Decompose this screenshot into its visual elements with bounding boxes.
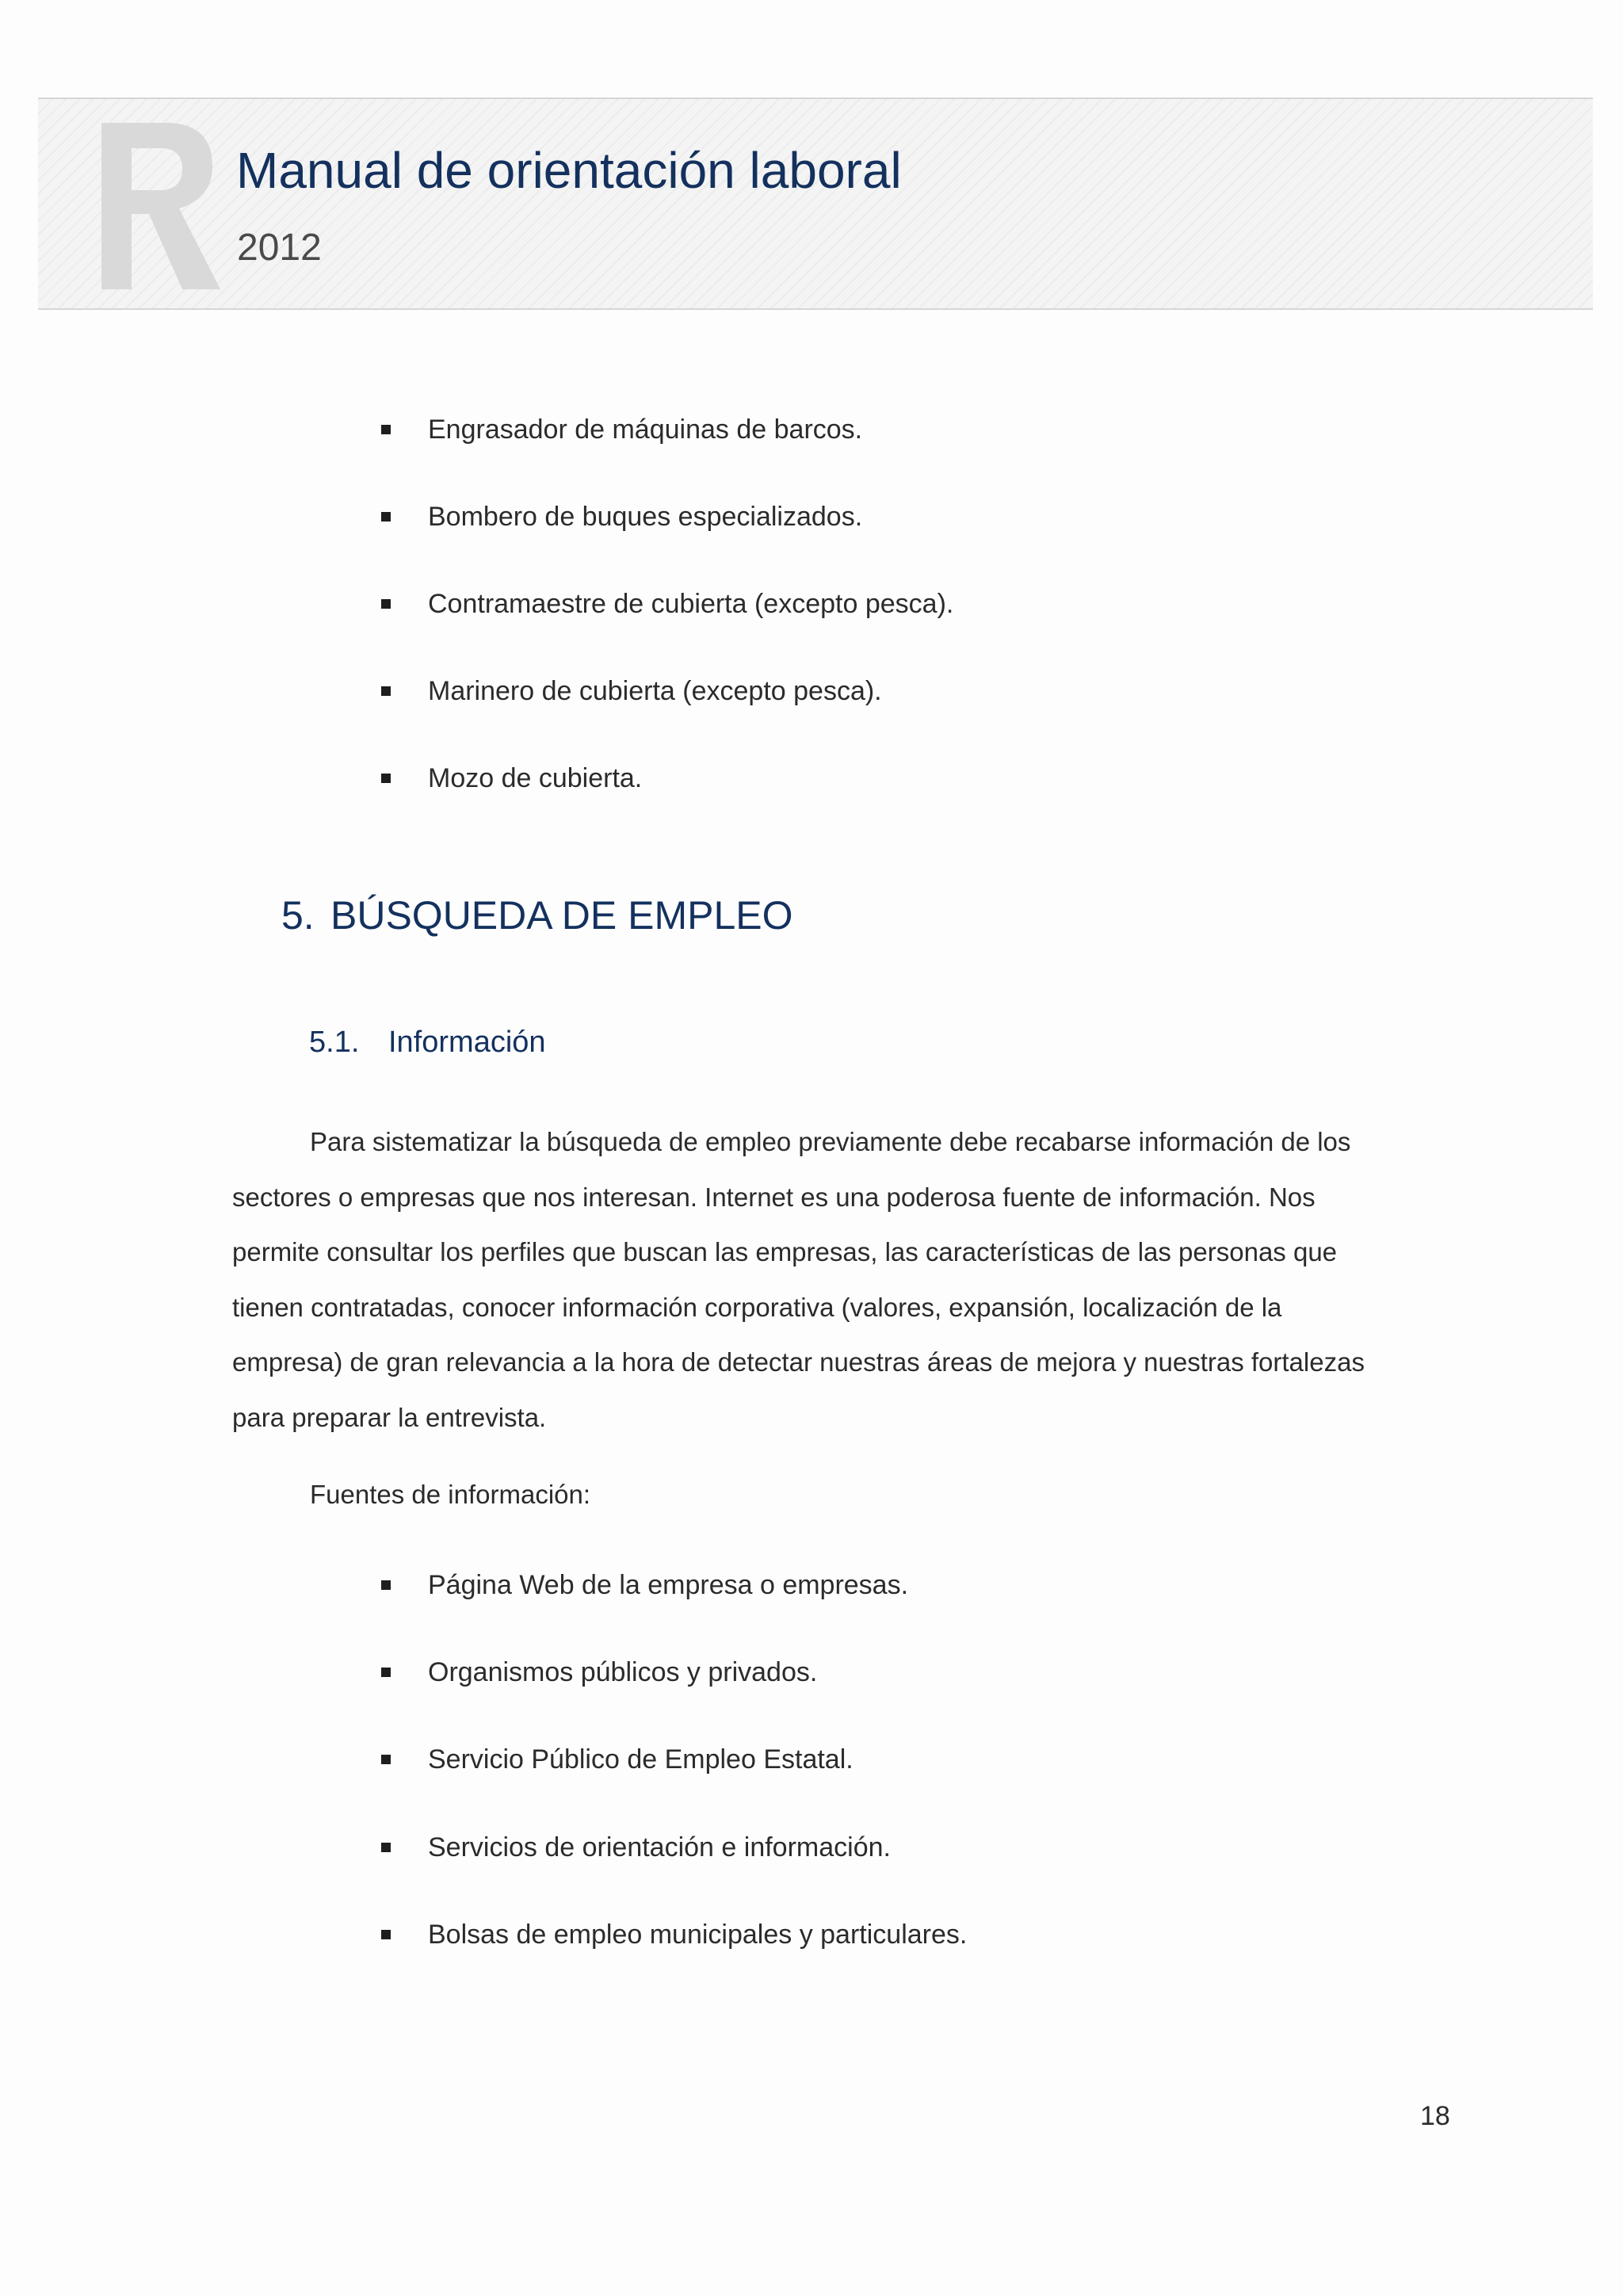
subsection-number: 5.1. <box>309 1026 360 1059</box>
r-letter-logo-icon <box>94 115 228 297</box>
section-title: BÚSQUEDA DE EMPLEO <box>330 893 793 938</box>
paragraph-line: tienen contratadas, conocer información corporativa (valores, expansión, localización de la <box>232 1292 1282 1322</box>
list-item-text: Bolsas de empleo municipales y particulares. <box>428 1920 968 1950</box>
square-bullet-icon <box>381 686 391 696</box>
section-heading <box>281 893 793 938</box>
paragraph-line: para preparar la entrevista. <box>232 1402 547 1432</box>
square-bullet-icon <box>381 512 391 521</box>
body-paragraph <box>232 1114 1429 1445</box>
list-item-text: Servicio Público de Empleo Estatal. <box>428 1744 854 1775</box>
square-bullet-icon <box>381 599 391 609</box>
square-bullet-icon <box>381 425 391 434</box>
subsection-title: Información <box>388 1026 546 1059</box>
document-year: 2012 <box>237 227 322 269</box>
list-item-text: Bombero de buques especializados. <box>428 502 863 532</box>
list-item-text: Servicios de orientación e información. <box>428 1832 891 1862</box>
square-bullet-icon <box>381 1930 391 1939</box>
section-number: 5. <box>281 893 315 938</box>
square-bullet-icon <box>381 774 391 783</box>
paragraph-line: Para sistematizar la búsqueda de empleo previamente debe recabarse información de los <box>310 1127 1351 1156</box>
square-bullet-icon <box>381 1580 391 1590</box>
paragraph-line: permite consultar los perfiles que buscan las empresas, las características de las personas que <box>232 1237 1338 1266</box>
list-item-text: Organismos públicos y privados. <box>428 1657 818 1687</box>
sources-label: Fuentes de información: <box>310 1480 591 1509</box>
list-item-text: Marinero de cubierta (excepto pesca). <box>428 676 882 706</box>
document-title: Manual de orientación laboral <box>236 142 902 199</box>
paragraph-line: sectores o empresas que nos interesan. Internet es una poderosa fuente de información. Nos <box>232 1182 1316 1212</box>
page-header <box>38 97 1593 310</box>
square-bullet-icon <box>381 1843 391 1852</box>
square-bullet-icon <box>381 1755 391 1764</box>
list-item-text: Mozo de cubierta. <box>428 763 643 793</box>
list-item-text: Contramaestre de cubierta (excepto pesca). <box>428 589 954 619</box>
square-bullet-icon <box>381 1668 391 1677</box>
subsection-heading <box>309 1027 546 1057</box>
list-item-text: Engrasador de máquinas de barcos. <box>428 415 863 445</box>
paragraph-line: empresa) de gran relevancia a la hora de detectar nuestras áreas de mejora y nuestras fortalezas <box>232 1347 1365 1377</box>
page-number: 18 <box>1420 2101 1450 2131</box>
list-item-text: Página Web de la empresa o empresas. <box>428 1570 909 1600</box>
